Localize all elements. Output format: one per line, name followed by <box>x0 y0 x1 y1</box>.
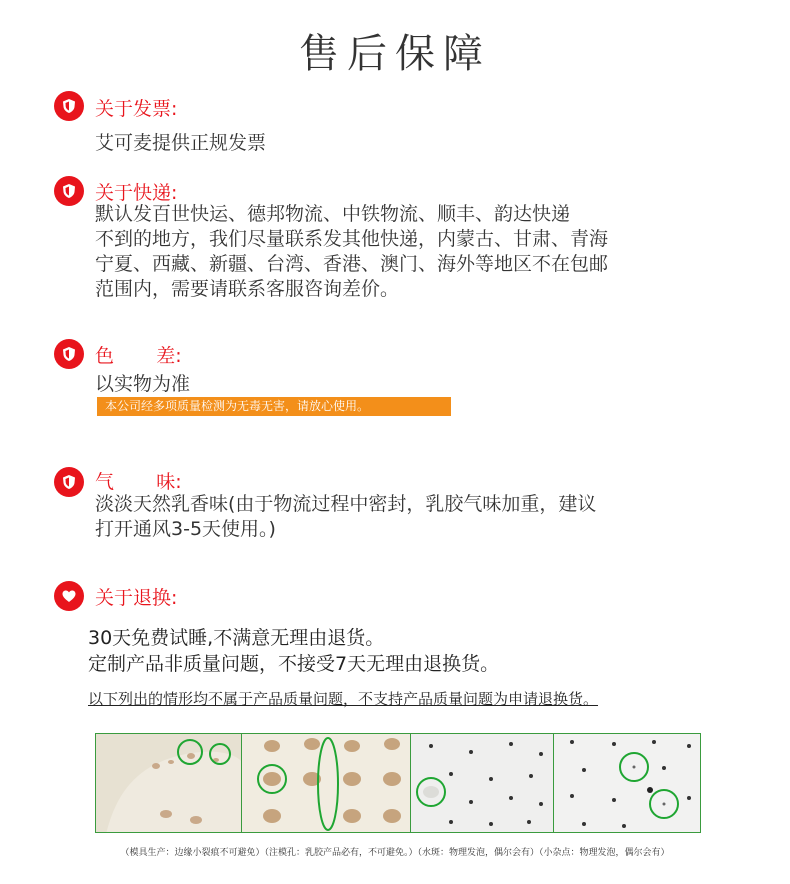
defect-photo-strip <box>95 733 701 833</box>
shield-icon <box>54 176 84 206</box>
returns-body: 30天免费试睡,不满意无理由退货。 定制产品非质量问题，不接受7天无理由退换货。 <box>88 627 500 675</box>
returns-heading: 关于退换: <box>95 587 178 609</box>
invoice-body: 艾可麦提供正规发票 <box>95 132 267 154</box>
smell-body: 淡淡天然乳香味(由于物流过程中密封，乳胶气味加重，建议 打开通风3-5天使用。) <box>95 493 597 540</box>
page-title: 售后保障 <box>299 31 491 77</box>
shield-icon <box>54 467 84 497</box>
delivery-heading: 关于快递: <box>95 182 178 204</box>
injection-hole-photo <box>242 734 411 832</box>
smell-heading: 气 味: <box>95 471 182 493</box>
water-spot-photo <box>411 734 555 832</box>
mold-edge-photo <box>96 734 242 832</box>
safety-note: 本公司经多项质量检测为无毒无害，请放心使用。 <box>97 397 451 416</box>
invoice-heading: 关于发票: <box>95 98 178 120</box>
color-heading: 色 差: <box>95 345 182 367</box>
delivery-body: 默认发百世快运、德邦物流、中铁物流、顺丰、韵达快递 不到的地方，我们尽量联系发其他快递，内蒙古、甘肃、青海 宁夏、西藏、新疆、台湾、香港、澳门、海外等地区不在包邮 范围内，需要请联系客服咨询差价。 <box>95 203 609 300</box>
shield-icon <box>54 339 84 369</box>
shield-icon <box>54 91 84 121</box>
heart-icon <box>54 581 84 611</box>
color-body: 以实物为准 <box>95 373 191 395</box>
small-speck-photo <box>554 734 700 832</box>
photo-caption: （模具生产：边缘小裂痕不可避免）（注模孔：乳胶产品必有，不可避免。）（水斑：物理发泡，偶尔会有）（小杂点：物理发泡，偶尔会有） <box>120 848 670 858</box>
returns-note: 以下列出的情形均不属于产品质量问题，不支持产品质量问题为申请退换货。 <box>88 690 599 708</box>
